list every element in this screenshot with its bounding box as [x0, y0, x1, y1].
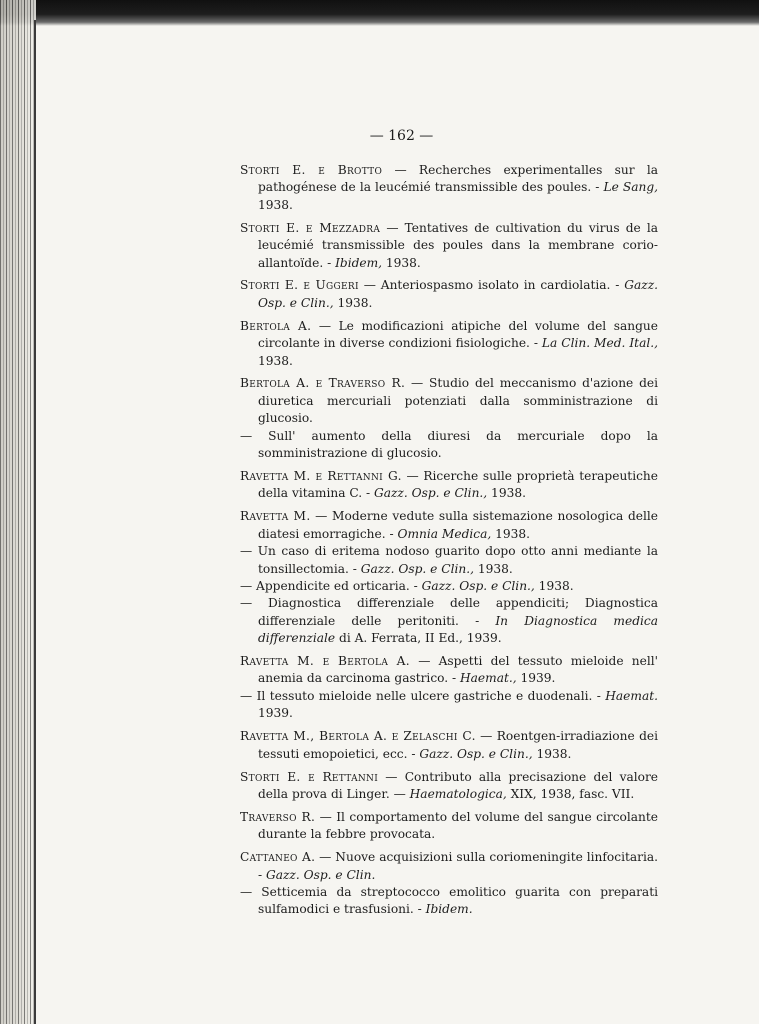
reference-title: — Sull' aumento della diuresi da mercuriale dopo la somministrazione di glucosio. [240, 428, 658, 461]
reference-source: Gazz. Osp. e Clin., [370, 486, 488, 501]
reference-source: Ibidem. [421, 902, 473, 917]
reference-year: 1939. [258, 706, 293, 721]
page-fold-line [34, 20, 36, 1024]
reference-title: — Il comportamento del volume del sangue circolante durante la febbre provocata. [258, 809, 658, 842]
reference-title: — Un caso di eritema nodoso guarito dopo otto anni mediante la tonsillectomia. - [240, 544, 658, 576]
bibliography-entry [240, 375, 658, 462]
reference-source: Gazz. Osp. e Clin., [417, 578, 535, 593]
reference-subitem [240, 578, 658, 595]
reference-authors: Ravetta M. e Bertola A. [240, 654, 410, 669]
reference-source: In Diagnostica medica differenziale [258, 613, 658, 646]
reference-item [240, 849, 658, 884]
reference-item [240, 653, 658, 688]
reference-title: — Recherches experimentalles sur la pathogénese de la leucémié transmissible des poules. - [258, 163, 658, 195]
reference-year: 1938. [487, 486, 526, 501]
bibliography-entry [240, 220, 658, 272]
book-spine-edge [0, 0, 36, 1024]
page-number: — 162 — [369, 128, 434, 144]
reference-title: — Il tessuto mieloide nelle ulcere gastriche e duodenali. - [240, 688, 601, 703]
reference-item [240, 769, 658, 804]
reference-year: 1938. [333, 295, 373, 310]
reference-year: 1938. [258, 353, 293, 368]
reference-source: Gazz. Osp. e Clin., [356, 561, 474, 576]
bibliography-entry [240, 277, 658, 312]
reference-authors: Ravetta M. e Rettanni G. [240, 469, 402, 483]
reference-item [240, 375, 658, 427]
reference-title: — Aspetti del tessuto mieloide nell' anemia da carcinoma gastrico. - [258, 654, 658, 686]
reference-year: 1938. [258, 197, 293, 212]
reference-year: 1938. [491, 526, 531, 541]
reference-source: Haemat., [456, 671, 517, 686]
reference-year: di A. Ferrata, II Ed., 1939. [335, 631, 502, 646]
reference-source: Le Sang, [599, 180, 658, 195]
reference-item [240, 318, 658, 370]
reference-source: Gazz. Osp. e Clin., [415, 746, 533, 761]
reference-source: Gazz. Osp. e Clin. [262, 867, 376, 882]
reference-year: 1938. [473, 561, 513, 576]
reference-authors: Storti E. e Brotto [240, 163, 383, 177]
reference-authors: Traverso R. [240, 809, 316, 824]
reference-authors: Bertola A. e Traverso R. [240, 376, 406, 391]
reference-title: — Le modificazioni atipiche del volume del sangue circolante in diverse condizioni fisiologiche. - [258, 318, 658, 351]
reference-source: Gazz. Osp. e Clin., [258, 278, 659, 310]
reference-title: — Setticemia da streptococco emolitico guarita con preparati sulfamodici e trasfusioni. - [240, 884, 658, 917]
reference-title: — Diagnostica differenziale delle appendiciti; Diagnostica differenziale delle peritoniti. - [240, 596, 658, 628]
reference-source: Haematologica, [405, 786, 507, 801]
bibliography-entry [240, 653, 658, 723]
bibliography-entry [240, 162, 658, 214]
reference-source: Haemat. [600, 688, 658, 703]
reference-authors: Bertola A. [240, 318, 312, 333]
bibliography-entry [240, 508, 658, 647]
bibliography-entry [240, 769, 658, 804]
reference-item [240, 728, 658, 763]
reference-title: — Ricerche sulle proprietà terapeutiche della vitamina C. - [258, 469, 658, 501]
reference-authors: Ravetta M., Bertola A. e Zelaschi C. [240, 729, 476, 744]
reference-title: — Studio del meccanismo d'azione dei diuretica mercuriali potenziati dalla somministrazione di glucosio. [258, 376, 659, 426]
reference-year: 1938. [382, 255, 421, 270]
bibliography-entry [240, 809, 658, 844]
reference-subitem [240, 543, 658, 578]
reference-authors: Storti E. e Uggeri [240, 278, 359, 293]
reference-item [240, 277, 658, 312]
page-top-shadow [0, 0, 759, 26]
reference-authors: Ravetta M. [240, 509, 311, 524]
reference-item [240, 220, 658, 272]
reference-title: — Contributo alla precisazione del valore della prova di Linger. — [258, 769, 658, 801]
reference-source: Omnia Medica, [393, 526, 492, 541]
bibliography-list [240, 162, 658, 924]
reference-subitem [240, 884, 658, 919]
reference-authors: Storti E. e Mezzadra [240, 220, 381, 235]
reference-year: XIX, 1938, fasc. VII. [506, 786, 635, 801]
reference-item [240, 468, 658, 503]
reference-year: 1939. [516, 671, 556, 686]
reference-title: — Moderne vedute sulla sistemazione nosologica delle diatesi emorragiche. - [258, 509, 658, 541]
reference-item [240, 508, 658, 543]
reference-item [240, 162, 658, 214]
reference-source: Ibidem, [331, 255, 383, 270]
bibliography-entry [240, 468, 658, 503]
reference-title: — Anteriospasmo isolato in cardiolatia. - [358, 278, 620, 293]
reference-title: — Nuove acquisizioni sulla coriomeningite linfocitaria. - [258, 850, 658, 882]
reference-subitem [240, 688, 658, 723]
reference-year: 1938. [532, 746, 572, 761]
reference-title: — Tentatives de cultivation du virus de la leucémié transmissible des poules dans la membrane corio-allantoïde. - [258, 220, 659, 270]
bibliography-entry [240, 728, 658, 763]
reference-authors: Cattaneo A. [240, 850, 316, 865]
reference-subitem [240, 595, 658, 647]
reference-subitem [240, 428, 658, 463]
reference-source: La Clin. Med. Ital., [537, 336, 658, 351]
reference-item [240, 809, 658, 844]
bibliography-entry [240, 318, 658, 370]
reference-year: 1938. [534, 578, 574, 593]
reference-title: — Appendicite ed orticaria. - [240, 578, 418, 593]
reference-title: — Roentgen-irradiazione dei tessuti emopoietici, ecc. - [258, 729, 658, 761]
reference-authors: Storti E. e Rettanni [240, 769, 379, 784]
bibliography-entry [240, 849, 658, 919]
